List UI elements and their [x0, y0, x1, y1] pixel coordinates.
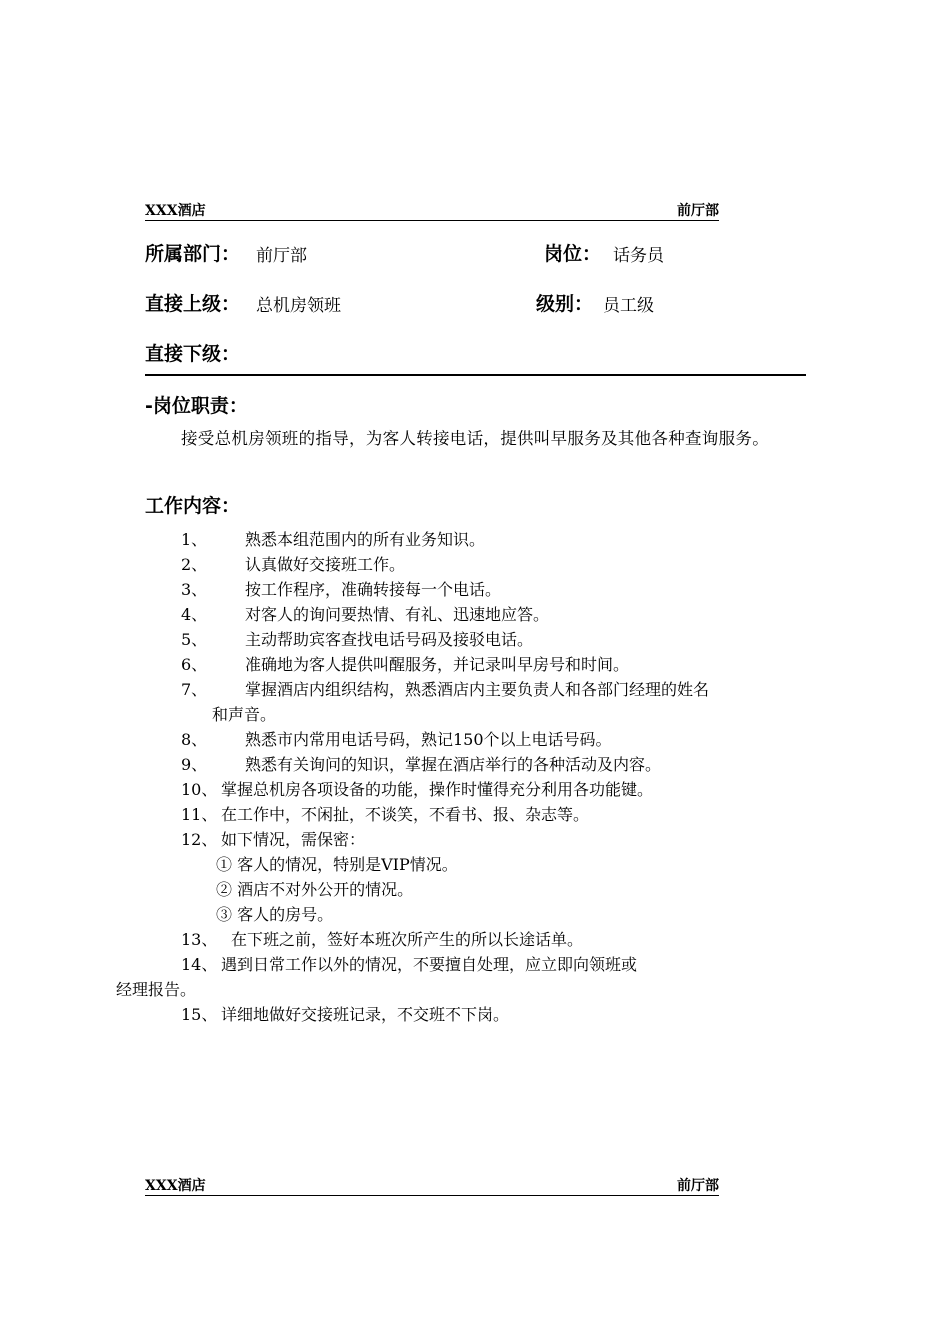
list-item: [181, 778, 653, 802]
item-number: 9、: [181, 755, 208, 774]
item-text: 掌握酒店内组织结构，熟悉酒店内主要负责人和各部门经理的姓名: [245, 680, 710, 699]
list-item-continuation: 和声音。: [212, 705, 277, 724]
item-number: 15、: [181, 1005, 218, 1024]
item-number: 14、: [181, 955, 218, 974]
list-subitem: ① 客人的情况，特别是VIP情况。: [216, 855, 458, 874]
list-item: [181, 678, 709, 702]
item-number: 13、: [181, 930, 218, 949]
item-text: 对客人的询问要热情、有礼、迅速地应答。: [245, 605, 550, 624]
list-item: [181, 603, 549, 627]
list-item: [181, 953, 637, 977]
list-item: [181, 653, 629, 677]
header-department: 前厅部: [677, 203, 719, 219]
item-text: 认真做好交接班工作。: [245, 555, 406, 574]
work-title: 工作内容：: [145, 495, 241, 517]
level-value: 员工级: [603, 296, 654, 316]
page-header: [145, 203, 719, 221]
subordinate-label: 直接下级：: [145, 343, 241, 365]
item-text: 按工作程序，准确转接每一个电话。: [245, 580, 502, 599]
superior-label: 直接上级：: [145, 293, 241, 315]
list-item: [181, 628, 533, 652]
item-text: 在下班之前，签好本班次所产生的所以长途话单。: [231, 930, 584, 949]
item-text: 在工作中，不闲扯，不谈笑，不看书、报、杂志等。: [221, 805, 590, 824]
item-number: 3、: [181, 580, 208, 599]
duties-line-2: 服务。: [718, 429, 770, 448]
post-label: 岗位：: [544, 243, 602, 265]
item-number: 7、: [181, 680, 208, 699]
item-number: 2、: [181, 555, 208, 574]
item-text: 熟悉市内常用电话号码，熟记150个以上电话号码。: [245, 730, 612, 749]
list-item: [181, 753, 661, 777]
list-item: [181, 928, 583, 952]
item-number: 10、: [181, 780, 218, 799]
list-item: [181, 1003, 509, 1027]
item-text: 准确地为客人提供叫醒服务，并记录叫早房号和时间。: [245, 655, 630, 674]
item-number: 5、: [181, 630, 208, 649]
header-hotel: XXX酒店: [145, 203, 206, 219]
duties-title: -岗位职责：: [145, 395, 248, 417]
item-text: 熟悉本组范围内的所有业务知识。: [245, 530, 486, 549]
item-number: 4、: [181, 605, 208, 624]
list-subitem: ③ 客人的房号。: [216, 905, 334, 924]
duties-line-1: 接受总机房领班的指导，为客人转接电话，提供叫早服务及其他各种查询: [181, 429, 719, 448]
section-divider: [145, 374, 806, 376]
list-item: [181, 553, 405, 577]
item-text: 主动帮助宾客查找电话号码及接驳电话。: [245, 630, 534, 649]
item-text: 遇到日常工作以外的情况，不要擅自处理，应立即向领班或: [221, 955, 638, 974]
list-item: [181, 803, 589, 827]
footer-hotel: XXX酒店: [145, 1178, 206, 1194]
duties-paragraph: [145, 426, 809, 452]
item-number: 11、: [181, 805, 218, 824]
item-text: 掌握总机房各项设备的功能，操作时懂得充分利用各功能键。: [221, 780, 654, 799]
superior-value: 总机房领班: [256, 296, 341, 316]
list-subitem: ② 酒店不对外公开的情况。: [216, 880, 414, 899]
list-item: [181, 728, 612, 752]
dept-value: 前厅部: [256, 246, 307, 266]
list-item-continuation: 经理报告。: [116, 980, 197, 999]
footer-department: 前厅部: [677, 1178, 719, 1194]
list-item: [181, 528, 485, 552]
item-number: 8、: [181, 730, 208, 749]
item-text: 如下情况，需保密：: [221, 830, 366, 849]
item-number: 1、: [181, 530, 208, 549]
dept-label: 所属部门：: [145, 243, 241, 265]
level-label: 级别：: [536, 293, 594, 315]
post-value: 话务员: [613, 246, 664, 266]
page-footer: [145, 1178, 719, 1196]
list-item: [181, 578, 501, 602]
item-number: 6、: [181, 655, 208, 674]
list-item: [181, 828, 365, 852]
item-number: 12、: [181, 830, 218, 849]
item-text: 熟悉有关询问的知识，掌握在酒店举行的各种活动及内容。: [245, 755, 662, 774]
item-text: 详细地做好交接班记录，不交班不下岗。: [221, 1005, 510, 1024]
